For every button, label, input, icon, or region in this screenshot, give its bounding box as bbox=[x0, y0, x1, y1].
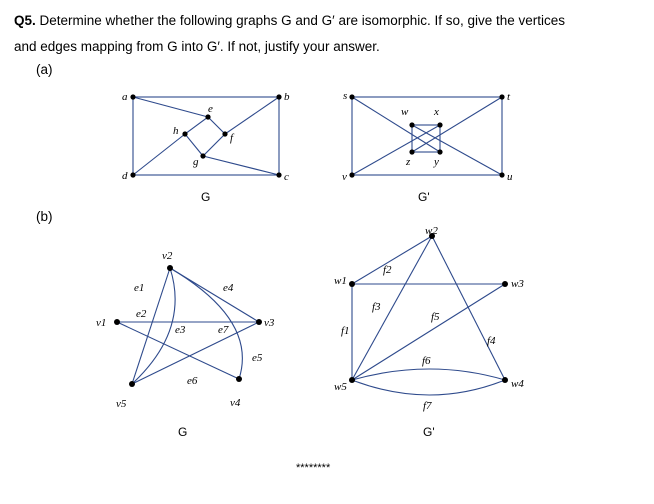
label-a: a bbox=[122, 91, 128, 103]
vertex-d bbox=[130, 172, 135, 177]
vertex-w3 bbox=[502, 281, 508, 287]
label-v4: v4 bbox=[230, 397, 241, 409]
label-h: h bbox=[173, 125, 179, 137]
part-b-label: (b) bbox=[36, 209, 53, 224]
vertex-y bbox=[437, 149, 442, 154]
question-line2: and edges mapping from G into G′. If not, justify your answer. bbox=[14, 39, 380, 54]
label-e7: e7 bbox=[218, 324, 229, 336]
graph-a-Gp-edges bbox=[352, 97, 502, 175]
label-d: d bbox=[122, 170, 128, 182]
vertex-v4 bbox=[236, 376, 242, 382]
vertex-t bbox=[499, 94, 504, 99]
label-s: s bbox=[343, 90, 348, 102]
vertex-u bbox=[499, 172, 504, 177]
label-w3: w3 bbox=[511, 278, 524, 290]
label-e5: e5 bbox=[252, 352, 263, 364]
label-u: u bbox=[507, 171, 513, 183]
vertex-v1 bbox=[114, 319, 120, 325]
vertex-v bbox=[349, 172, 354, 177]
vertex-g bbox=[200, 153, 205, 158]
label-f2: f2 bbox=[383, 264, 392, 276]
label-f5: f5 bbox=[431, 311, 440, 323]
vertex-v3 bbox=[256, 319, 262, 325]
vertex-h bbox=[182, 131, 187, 136]
label-w4: w4 bbox=[511, 378, 524, 390]
label-e: e bbox=[208, 103, 213, 115]
footer-stars: ******** bbox=[296, 462, 331, 474]
vertex-w1 bbox=[349, 281, 355, 287]
label-x: x bbox=[434, 106, 439, 118]
label-f3: f3 bbox=[372, 301, 381, 313]
label-t: t bbox=[507, 91, 511, 103]
label-w1: w1 bbox=[334, 275, 347, 287]
vertex-v2 bbox=[167, 265, 173, 271]
vertex-z bbox=[409, 149, 414, 154]
vertex-b bbox=[276, 94, 281, 99]
caption-b-Gp: G' bbox=[423, 425, 435, 439]
caption-b-G: G bbox=[178, 425, 188, 439]
vertex-s bbox=[349, 94, 354, 99]
label-g: g bbox=[193, 156, 199, 168]
vertex-v5 bbox=[129, 381, 135, 387]
vertex-w5 bbox=[349, 377, 355, 383]
label-v5: v5 bbox=[116, 398, 127, 410]
vertex-w4 bbox=[502, 377, 508, 383]
label-e3: e3 bbox=[175, 324, 186, 336]
label-e1: e1 bbox=[134, 282, 145, 294]
vertex-x bbox=[437, 122, 442, 127]
label-f7: f7 bbox=[423, 400, 432, 412]
question-line1: Determine whether the following graphs G and G′ are isomorphic. If so, give the vertices bbox=[39, 13, 566, 28]
label-f1: f1 bbox=[341, 325, 350, 337]
label-z: z bbox=[406, 156, 411, 168]
label-e4: e4 bbox=[223, 282, 234, 294]
caption-a-G: G bbox=[201, 190, 211, 204]
label-w2: w2 bbox=[425, 225, 438, 237]
caption-a-Gp: G' bbox=[418, 190, 430, 204]
label-w: w bbox=[401, 106, 409, 118]
label-c: c bbox=[284, 171, 289, 183]
label-y: y bbox=[434, 156, 439, 168]
label-v: v bbox=[342, 171, 347, 183]
label-f4: f4 bbox=[487, 335, 496, 347]
graph-b-Gp-edges bbox=[352, 236, 505, 395]
question-number: Q5. bbox=[14, 13, 36, 28]
vertex-e bbox=[205, 114, 210, 119]
label-f6: f6 bbox=[422, 355, 431, 367]
vertex-w bbox=[409, 122, 414, 127]
label-f: f bbox=[230, 132, 234, 144]
vertex-f bbox=[222, 131, 227, 136]
vertex-a bbox=[130, 94, 135, 99]
graph-a-G-edges bbox=[133, 97, 279, 175]
part-a-label: (a) bbox=[36, 62, 53, 77]
label-v3: v3 bbox=[264, 317, 275, 329]
label-e2: e2 bbox=[136, 308, 147, 320]
label-b: b bbox=[284, 91, 290, 103]
label-v2: v2 bbox=[162, 250, 173, 262]
label-v1: v1 bbox=[96, 317, 107, 329]
label-w5: w5 bbox=[334, 381, 347, 393]
label-e6: e6 bbox=[187, 375, 198, 387]
vertex-c bbox=[276, 172, 281, 177]
